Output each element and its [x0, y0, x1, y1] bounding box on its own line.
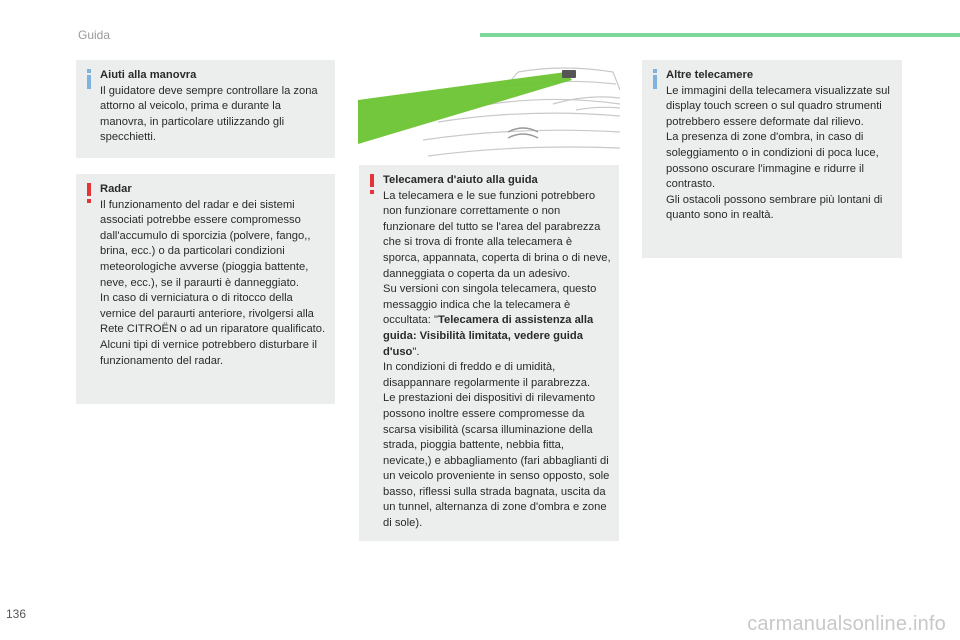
box-body: Le immagini della telecamera visualizzate sul display touch screen o sul quadro strumenti potrebbero essere deformate dal rilievo. La presenza di zone d'ombra, in caso di soleggiamento o in condizioni di poca luce, possono oscurare l'immagine e ridurre il contrasto. Gli ostacoli possono sembrare più lontani di quanto sono in realtà.	[666, 84, 890, 222]
camera-beam	[358, 72, 572, 144]
box-title: Telecamera d'aiuto alla guida	[383, 174, 538, 186]
section-title: Guida	[78, 28, 111, 42]
box-body-part-1: La telecamera e le sue funzioni potrebbero non funzionare correttamente o non funzionare del tutto se l'area del parabrezza che si trova di fronte alla telecamera è sporca, appannata, coperta di brina o di neve, danneggiata o coperta da un adesivo. Su versioni con singola telecamera, questo messaggio indica che la telecamera è occultata: "	[383, 189, 611, 327]
box-body-part-2: ". In condizioni di freddo e di umidità, disappannare regolarmente il parabrezza. Le prestazioni dei dispositivi di rilevamento possono inoltre essere compromesse da scarsa visibilità (scarsa illuminazione della strada, pioggia battente, nebbia fitta, nevicate,) e abbagliamento (fari abbaglianti di un veicolo proveniente in senso opposto, sole basso, riflessi sulla strada bagnata, uscita da un tunnel, alternanza di zone d'ombra e zone di sole).	[383, 345, 610, 530]
box-body-emphasis: Telecamera di assistenza alla guida: Visibilità limitata, vedere guida d'uso	[383, 314, 594, 358]
watermark: carmanualsonline.info	[747, 613, 946, 635]
warning-box-telecamera	[359, 165, 619, 541]
warning-box-radar	[76, 174, 335, 404]
box-title: Radar	[100, 183, 132, 195]
warning-icon	[367, 174, 377, 194]
windshield-camera-illustration	[358, 60, 620, 162]
box-body	[383, 189, 611, 532]
section-accent-bar	[480, 33, 960, 37]
box-body: Il funzionamento del radar e dei sistemi associati potrebbe essere compromesso dall'accumulo di sporcizia (polvere, fango,, brina, ecc.) o da particolari condizioni meteorologiche avverse (pioggia battente, neve, ecc.), se il paraurti è danneggiato. In caso di verniciatura o di ritocco della vernice del paraurti anteriore, rivolgersi alla Rete CITROËN o ad un riparatore qualificato. Alcuni tipi di vernice potrebbero disturbare il funzionamento del radar.	[100, 198, 326, 367]
info-box-altre-telecamere	[642, 60, 902, 258]
info-box-manovra	[76, 60, 335, 158]
box-title: Altre telecamere	[666, 69, 754, 81]
warning-icon	[84, 183, 94, 203]
info-icon	[650, 69, 660, 89]
box-title: Aiuti alla manovra	[100, 69, 197, 81]
box-body: Il guidatore deve sempre controllare la zona attorno al veicolo, prima e durante la manovra, in particolare utilizzando gli specchietti.	[100, 84, 318, 144]
page-number: 136	[6, 607, 27, 621]
camera-icon	[562, 70, 576, 78]
info-icon	[84, 69, 94, 89]
